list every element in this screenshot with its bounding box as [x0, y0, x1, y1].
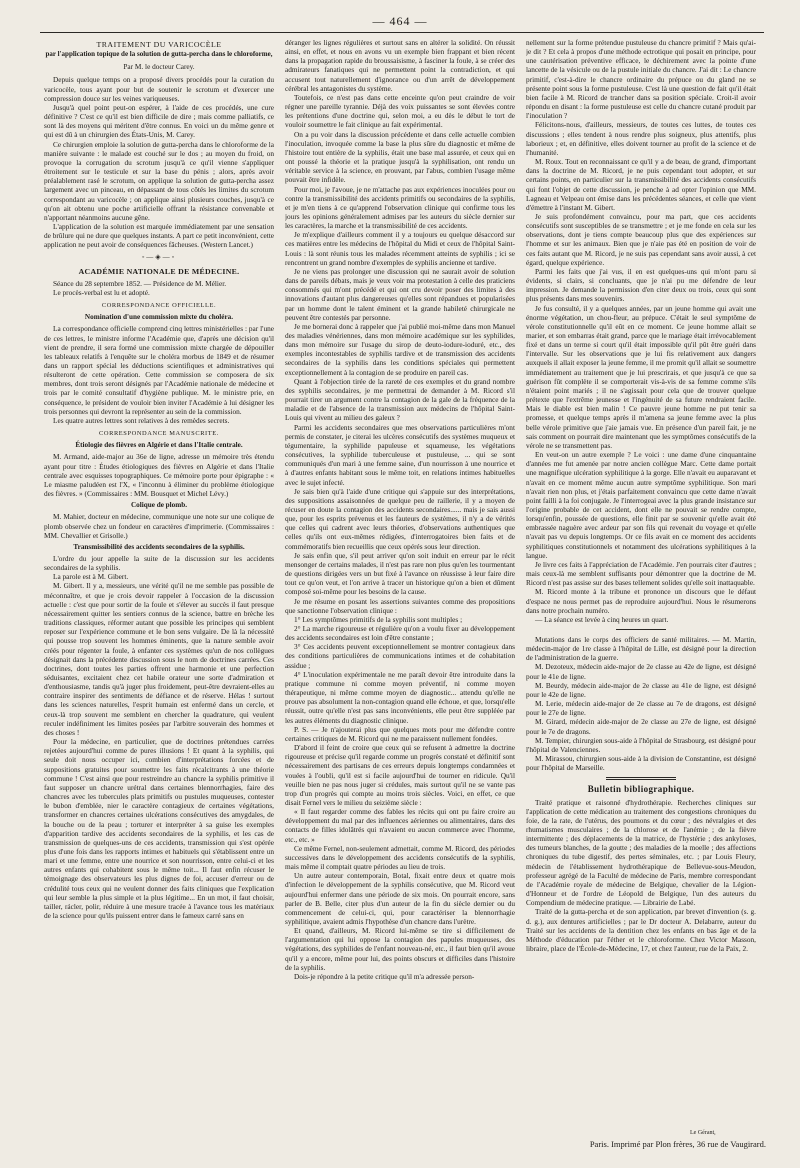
subsection-heading: CORRESPONDANCE OFFICIELLE.: [101, 302, 217, 310]
paragraph: Mutations dans le corps des officiers de santé militaires. — M. Martin, médecin-major de 1re classe à l'hôpital de Lille, est désigné pour la direction de l'administration de la guerre.: [526, 635, 756, 663]
paragraph: L'application de la solution est marquée immédiatement par une sensation de brûlure qui ne dure que quelques instants. A part ce petit inconvénient, cette application ne peut avoir de conséquences fâcheuses. (Western Lancet.): [44, 221, 274, 250]
paragraph: Je suis profondément convaincu, pour ma part, que ces accidents consécutifs sont susceptibles de se transmettre ; et je me fonde en cela sur les observations, dont je tiens compte beaucoup plus que des expériences sur l'homme et sur les animaux. Bien que je n'aie pas été en position de voir de ces faits autant que M. Ricord, je ne suis pas cependant sans avoir aussi, à cet égard, quelque expérience.: [526, 211, 756, 267]
paragraph: L'ordre du jour appelle la suite de la discussion sur les accidents secondaires de la syphilis.: [44, 553, 274, 573]
section-heading-academy: ACADÉMIE NATIONALE DE MÉDECINE.: [78, 266, 240, 276]
paragraph: M. Tempier, chirurgien sous-aide à l'hôpital de Strasbourg, est désigné pour l'hôpital de Valenciennes.: [526, 735, 756, 754]
subsection-title: Colique de plomb.: [130, 501, 188, 510]
paragraph: Ce chirurgien emploie la solution de gutta-percha dans le chloroforme de la manière suivante : le malade est couché sur le dos ; au moyen du froid, on provoque la corrugation du scrotum jusqu'à ce qu'il vienne s'appliquer étroitement sur le testicule et sur la base du pénis ; alors, après avoir préalablement rasé le scrotum, on applique la solution de gutta-percha assez largement avec un pinceau, en dépassant de tous côtés les limites du scrotum correspondant au varicocèle ; on applique ainsi plusieurs couches, jusqu'à ce qu'on ait obtenu une poche artificielle offrant la résistance convenable et n'apportant néanmoins aucune gêne.: [44, 139, 274, 222]
paragraph: Je fus consulté, il y a quelques années, par un jeune homme qui avait une énorme végétation, un chou-fleur, au prépuce. C'était le seul symptôme de vérole constitutionnelle qu'il eût en ce moment. Ce jeune homme allait se marier, et son embarras était grand, parce que le mariage était irrévocablement fixé et dans un terme si court qu'il était impossible qu'il pût être guéri dans l'intervalle. Sur les observations que je lui fis relativement aux dangers auxquels il allait exposer la jeune femme, il me promit qu'il allait se soumettre immédiatement au traitement que je lui prescrirais, et que jusqu'à ce que sa guérison fût complète il se comporterait vis-à-vis de sa femme comme s'ils n'étaient point mariés ; il ne s'agissait pour cela que de trouver quelque prétexte que l'extrême jeunesse et l'ingénuité de sa future rendraient facile. Mais le diable est bien malin ! Ce pauvre jeune homme ne put tenir sa promesse, et quelque temps après il m'amena sa jeune femme avec la plus belle vérole primitive que j'aie jamais vue. En présence d'un pareil fait, je ne sais comment on pourrait dire maintenant que les symptômes consécutifs de la vérole ne se transmettent pas.: [526, 303, 756, 450]
paragraph: Les quatre autres lettres sont relatives à des remèdes secrets.: [53, 415, 230, 425]
paragraph: 3° Ces accidents peuvent exceptionnellement se montrer contagieux dans des conditions particulières de communications intimes et de cohabitation assidue ;: [285, 642, 515, 670]
paragraph: déranger les lignes régulières et surtout sans en altérer la solidité. On réussit ainsi, en effet, et nous en avons vu un exemple bien frappant et bien récent dans la propagation rapide du broussaisisme, à fasciner la foule, à se créer des admirateurs fanatiques qui ne permettent point la contradiction, et qui accusent tout naturellement d'ignorance ou d'un arrêt de développement cérébral les antagonistes du système.: [285, 38, 515, 93]
paragraph: Je m'explique d'ailleurs comment il y a toujours eu quelque désaccord sur ces matières entre les médecins de l'hôpital du Midi et ceux de l'hôpital Saint-Louis : là sont réunis tous les malades récemment atteints de syphilis ; ici se rencontrent un grand nombre d'exemples de syphilis ancienne et tardive.: [285, 230, 515, 267]
paragraph: Je sais bien qu'à l'aide d'une critique qui s'appuie sur des interprétations, des suppositions assaisonnées de quelque peu de raillerie, il y a moyen de récuser en doute la contagion des accidents secondaires...... mais je sais aussi que, pour les esprits prévenus et les fauteurs de systèmes, il n'y a de vérités que celles qui cadrent avec leurs théories, d'observations authentiques que celles qu'ils ont eux-mêmes rédigées, d'interrogatoires bien faits et de commémoratifs bien recueillis que ceux opérés sous leur direction.: [285, 486, 515, 551]
printer-imprint: Paris. Imprimé par Plon frères, 36 rue de Vaugirard.: [589, 1139, 766, 1149]
paragraph: Je me bornerai donc à rappeler que j'ai publié moi-même dans mon Manuel des maladies vénériennes, dans mon mémoire académique sur les syphilides, dans mon mémoire sur l'usage du sirop de deuto-iodure-ioduré, etc., des exemples incontestables de syphilis tardive et de transmission des accidents secondaires de la syphilis dans les conditions spéciales qui permettent exceptionnellement à la contagion de se produire en pareil cas.: [285, 321, 515, 377]
paragraph: Séance du 28 septembre 1852. — Présidence de M. Mélier.: [53, 278, 227, 288]
paragraph: Traité de la gutta-percha et de son application, par brevet d'invention (s. g. d. g.), aux dentures artificielles ; par le Dr docteur A. Delabarre, auteur du Traité sur les accidents de la dentition chez les enfants en bas âge et de la Méthode d'éducation par l'éther et le chloroforme. Chez Victor Masson, libraire, place de l'École-de-Médecine, 17, et chez l'auteur, rue de la Paix, 2.: [526, 907, 756, 953]
paragraph: M. Ricord monte à la tribune et prononce un discours que le défaut d'espace ne nous permet pas de reproduire aujourd'hui. Nous le résumerons dans notre prochain numéro.: [526, 587, 756, 615]
paragraph: La parole est à M. Gibert.: [53, 572, 129, 582]
paragraph: « Il faut regarder comme des fables les récits qui ont pu faire croire au développement du mal par des influences aériennes ou alimentaires, dans des contacts de filles idolâtrés qui n'avaient eu aucun commerce avec l'homme, etc., etc. »: [285, 807, 515, 844]
paragraph: M. Girard, médecin aide-major de 2e classe au 27e de ligne, est désigné pour le 7e de dragons.: [526, 717, 756, 736]
paragraph: Je me résume en posant les assertions suivantes comme des propositions que sanctionne l'observation clinique :: [285, 596, 515, 615]
section-heading-bulletin: Bulletin bibliographique.: [587, 784, 695, 795]
paragraph: Quant à l'objection tirée de la rareté de ces exemples et du grand nombre des syphilis secondaires, je me permettrai de demander à M. Ricord s'il pourrait tirer un argument contre la contagion de la gale de la fréquence de la maladie et de l'absence de la transmission aux médecins de l'hôpital Saint-Louis qui vivent au milieu des galeux ?: [285, 376, 515, 423]
paragraph: M. Beurdy, médecin aide-major de 2e classe au 41e de ligne, est désigné pour le 42e de ligne.: [526, 680, 756, 699]
paragraph: M. Gibert. Il y a, messieurs, une vérité qu'il ne me semble pas possible de méconnaître, et que je crois devoir rappeler à l'occasion de la discussion actuelle : c'est que pour sortir de la foule et s'élever au succès il faut presque nécessairement quitter les sentiers connus de la science, battre en brèche les traditions classiques, réformer autant que possible les principes qui semblent reposer sur l'expérience commune et le bon sens vulgaire. De là la nécessité qui pousse trop souvent les hommes éminents, que la nature semble avoir créés pour régenter la foule, à enfanter ces systèmes qu'un de nos collègues désignait dans la précédente discussion sous le nom de doctrines carrées. Ces doctrines, dont toutes les parties offrent une harmonie et une perfection séduisantes, excitaient chez cet habile orateur une sorte d'admiration et d'enthousiasme, tandis qu'à juger plus froidement, peut-être devraient-elles au contraire inspirer des sentiments de défiance et de réserve. Hélas ! surtout dans les sciences naturelles, l'esprit humain est enfermé dans un cercle, et ceux-là trop souvent me semblent en chercher la quadrature, qui veulent reculer indéfiniment les limites posées par l'arbitre souverain des hommes et des choses !: [44, 581, 274, 737]
paragraph: Dois-je répondre à la petite critique qu'il m'a adressée person-: [294, 971, 475, 981]
gerant-label: Le Gérant,: [690, 1130, 716, 1136]
page-number: — 464 —: [372, 14, 428, 28]
paragraph: M. Roux. Tout en reconnaissant ce qu'il y a de beau, de grand, d'important dans la doctrine de M. Ricord, je ne puis cependant tout adopter, et sur certains points, en particulier sur la transmissibilité des accidents consécutifs qui font l'objet de cette discussion, je penche à ad opter l'opinion que MM. Lagneau et Velpeau ont émise dans les précédentes séances, et celle que vient d'émettre à l'instant M. Gibert.: [526, 157, 756, 212]
subsection-title: Transmissibilité des accidents secondaires de la syphilis.: [73, 542, 245, 551]
paragraph: Jusqu'à quel point peut-on espérer, à l'aide de ces procédés, une cure définitive ? C'est ce qu'il est bien difficile de dire ; mais comme palliatifs, ce sont là des moyens qui méritent d'être connus. En voici un du même genre et qui est dû à un chirurgien des États-Unis, M. Carey.: [44, 102, 274, 140]
divider-line: [616, 629, 666, 630]
divider-double-line: [606, 777, 676, 780]
paragraph: Je sais enfin que, s'il peut arriver qu'on soit induit en erreur par le récit mensonger de certains malades, il n'est pas rare non plus qu'en les tourmentant de questions dirigées vers un but fixé à l'avance on réussisse à leur faire dire tout ce qu'on veut, et l'on arrive à tracer un historique qu'on a bien et dûment composé soi-même pour les besoins de la cause.: [285, 550, 515, 597]
paragraph: Pour moi, je l'avoue, je ne m'attache pas aux expériences inoculées pour ou contre la transmissibilité des accidents primitifs ou secondaires de la syphilis, et je m'en tiens à ce qu'apprend l'observation clinique qui confirme tous les jours les opinions généralement admises par les auteurs du siècle dernier sur les caractères, la marche et la transmissibilité de ces accidents.: [285, 184, 515, 231]
paragraph: M. Lerie, médecin aide-major de 2e classe au 7e de dragons, est désigné pour le 27e de ligne.: [526, 699, 756, 718]
article-title: TRAITEMENT DU VARICOCÈLE: [96, 40, 222, 49]
ornament-divider: ◦—◈—◦: [141, 253, 177, 262]
paragraph: M. Mirassou, chirurgien sous-aide à la division de Constantine, est désigné pour l'hôpital de Marseille.: [526, 754, 756, 773]
paragraph: P. S. — Je n'ajouterai plus que quelques mots pour me défendre contre certaines critiques de M. Ricord qui ne me paraissent nullement fondées.: [285, 724, 515, 743]
paragraph: En veut-on un autre exemple ? Le voici : une dame d'une cinquantaine d'années me fut amenée par notre ancien collègue Marc. Cette dame portait une magnifique ulcération syphilitique à la gorge. Elle n'avait eu auparavant et n'avait en ce moment même aucun autre symptôme syphilitique. Son mari n'avait rien non plus, et j'étais parfaitement convaincu que cette dame n'avait point failli à la foi conjugale. Je l'interrogeai avec la plus grande insistance sur l'origine probable de cet accident, dont elle ne pouvait se rendre compte, lorsqu'enfin, poussée de questions, elle finit par se souvenir qu'elle avait été embrassée naguère avec ardeur par son fils qui revenait du voyage et qu'elle n'avait pas vu depuis longtemps. Or ce fils avait en ce moment des accidents syphilitiques constitutionnels et notamment des ulcérations syphilitiques à la langue.: [526, 450, 756, 560]
paragraph: La correspondance officielle comprend cinq lettres ministérielles : par l'une de ces lettres, le ministre informe l'Académie que, d'après une décision qu'il vient de prendre, il sera formé une commission mixte chargée de dépouiller les tableaux relatifs à l'enquête sur le choléra morbus de 1849 et de résumer dans un rapport spécial les déductions scientifiques et administratives qui résulteront de cette opération. Cette commission se composera de six membres, dont trois seront désignés par l'Académie nationale de médecine et trois par le comité consultatif d'hygiène publique. M. le ministre prie, en conséquence, le président de vouloir bien inviter l'Académie à lui désigner les trois personnes qui devront la représenter au sein de la commission.: [44, 324, 274, 416]
paragraph: Un autre auteur contemporain, Botal, fixait entre deux et quatre mois d'infection le développement de la syphilis consécutive, que M. Ricord veut aujourd'hui enfermer dans une période de six mois. On pourrait encore, sans parler de B. Belle, citer plus d'un auteur de la fin du siècle dernier ou du commencement de celui-ci, qui, pour caractériser la blennorrhagie syphilitique, avaient admis l'hypothèse d'un chancre dans l'urètre.: [285, 871, 515, 926]
column-1: [44, 38, 274, 1118]
paragraph: Et quand, d'ailleurs, M. Ricord lui-même se tire si difficilement de l'argumentation qui lui oppose la contagion des papules muqueuses, des végétations, des syphilides de l'enfant nouveau-né, etc., il faut bien qu'il avoue qu'il y a encore, même pour lui, des points obscurs et difficiles dans l'histoire de la syphilis.: [285, 926, 515, 972]
article-subtitle: par l'application topique de la solution de gutta-percha dans le chloroforme,: [45, 50, 273, 59]
paragraph: Depuis quelque temps on a proposé divers procédés pour la curation du varicocèle, tous ayant pour but de soutenir le scrotum et d'exercer une compression douce sur les veines variqueuses.: [44, 75, 274, 103]
paragraph: M. Dezoteux, médecin aide-major de 2e classe au 42e de ligne, est désigné pour le 41e de ligne.: [526, 662, 756, 681]
subsection-title: Étiologie des fièvres en Algérie et dans l'Italie centrale.: [75, 441, 243, 450]
article-author: Par M. le docteur Carey.: [123, 62, 195, 72]
paragraph: Pour la médecine, en particulier, que de doctrines prétendues carrées rejetées aujourd'hui comme de pures illusions ! Et quant à la syphilis, qui seule doit nous occuper ici, combien d'interprétations forcées et de suppositions gratuites pour soumettre les faits récalcitrants à une théorie commune ! C'est ainsi que pour restreindre au chancre la syphilis primitive il faut supposer un chancre urétral dans certaines blennorrhagies, faire des chancres avec les tubercules plats primitifs ou pustules muqueuses, contester le bubon d'emblée, nier le caractère contagieux de certaines végétations, transformer en chancres certaines ulcérations consécutives des amygdales, de la bouche ou de la peau ; torturer et interpréter à sa guise les exemples d'apparition tardive des accidents secondaires de la syphilis, et les cas de transmission de quelques-uns de ces accidents, transmission qui s'est opérée plus d'une fois dans les rapports intimes et habituels qui s'établissent entre un mari et une femme, entre une nourrice et son nourrisson, entre celui-ci et les autres enfants qui cohabitent sous le même toit... Il faut enfin récuser le témoignage des observateurs les plus dignes de foi, accuser d'erreur ou de crédulité tous ceux qui ne veulent donner des faits cliniques que l'explication qui leur semble la plus simple et la plus légitime... En un mot, il faut choisir, tailler, rácler, polir, réduire à une mesure tracée à l'avance tous les matériaux de la science pour qu'ils puissent entrer dans le fameux carré sans en: [44, 737, 274, 921]
paragraph: M. Mahier, docteur en médecine, communique une note sur une colique de plomb observée chez un fondeur en caractères d'imprimerie. (Commissaires : MM. Chevallier et Grisolle.): [44, 512, 274, 540]
paragraph: nellement sur la forme prétendue pustuleuse du chancre primitif ? Mais qu'ai-je dit ? Et cela à propos d'une méthode ectrotique qui posait en principe, pour une cautérisation préventive efficace, le déchirement avec la pointe d'une lancette de la vésicule ou de la pustule initiale du chancre. J'ai dit : Le chancre primitif, c'est-à-dire le chancre ordinaire du prépuce ou du gland ne se présente point sous la forme pustuleuse. C'est là une question de fait qu'il était bien facile à M. Ricord de trancher dans sa position spéciale. Croit-il avoir répondu en disant : la forme pustuleuse est celle du chancre cutané produit par l'inoculation ?: [526, 38, 756, 121]
paragraph: Parmi les faits que j'ai vus, il en est quelques-uns qui m'ont paru si évidents, si clairs, si concluants, que je n'ai pu me défendre de leur impression. Je demande la permission d'en citer deux ou trois, ceux qui sont plus présents dans mes souvenirs.: [526, 266, 756, 304]
paragraph: Félicitons-nous, d'ailleurs, messieurs, de toutes ces luttes, de toutes ces discussions ; elles tendent à nous rendre plus soigneux, plus attentifs, plus laborieux ; et, en définitive, elles doivent tourner au profit de la science et de l'humanité.: [526, 120, 756, 157]
paragraph: D'abord il feint de croire que ceux qui se refusent à admettre la doctrine rigoureuse et précise qu'il regarde comme un progrès constaté et définitif sont nécessairement des partisans de ces erreurs depuis longtemps condamnées et vouées à l'oubli, qu'il est si facile aujourd'hui de tourner en ridicule. Qu'il veuille bien ne pas nous juger si crédules, mais surtout qu'il ne se vante pas trop d'un progrès qui compte au moins trois siècles. Voici, en effet, ce que disait Fernel vers le milieu du seizième siècle :: [285, 743, 515, 807]
paragraph: Ce même Fernel, non-seulement admettait, comme M. Ricord, des périodes successives dans le développement des accidents consécutifs de la syphilis, mais même il comptait quatre périodes au lieu de trois.: [285, 843, 515, 872]
subsection-heading: CORRESPONDANCE MANUSCRITE.: [99, 430, 219, 438]
top-rule: [40, 32, 764, 33]
paragraph: Toutefois, ce n'est pas dans cette enceinte qu'on peut craindre de voir régner une pareille tyrannie. Déjà des voix puissantes se sont élevées contre les prétentions d'une doctrine qui, selon moi, a eu dès le début le tort de vouloir soumettre le fait clinique au fait expérimental.: [285, 92, 515, 130]
paragraph: On a pu voir dans la discussion précédente et dans celle actuelle combien l'inoculation, invoquée comme la base la plus sûre du diagnostic et même de l'histoire tout entière de la syphilis, était une base mal assurée, et ceux qui en ont poussé la théorie et la pratique jusqu'à la syphilisation, ont rendu un véritable service à la science, en prouvant, par l'abus, combien l'usage même pouvait être infidèle.: [285, 129, 515, 185]
paragraph: M. Armand, aide-major au 36e de ligne, adresse un mémoire très étendu ayant pour titre : Études étiologiques des fièvres en Algérie et dans l'Italie centrale avec esquisses topographiques. Ce mémoire porte pour épigraphe : « Le miasme paludéen est l'X, « l'inconnu à éliminer du problème étiologique des fièvres. » (Commissaires : MM. Bousquet et Michel Lévy.): [44, 452, 274, 499]
paragraph: 4° L'inoculation expérimentale ne me paraît devoir être introduite dans la pratique commune ni comme moyen préventif, ni comme moyen thérapeutique, ni même comme moyen de diagnostic... attendu qu'elle ne prouve pas absolument la non-contagion quand elle échoue, et que, lorsqu'elle réussit, outre qu'elle n'est pas sans inconvénients, elle peut être suppléée par les autres éléments du diagnostic clinique.: [285, 669, 515, 725]
paragraph: — La séance est levée à cinq heures un quart.: [535, 614, 669, 624]
paragraph: 2° La marche rigoureuse et régulière qu'on a voulu fixer au développement des accidents secondaires est loin d'être constante ;: [285, 624, 515, 643]
paragraph: Je ne viens pas prolonger une discussion qui ne saurait avoir de solution dans de pareils débats, mais je veux voir ma protestation à celle des praticiens consommés qui m'ont précédé et qui ont cru devoir poser des limites à des innovations d'autant plus dangereuses qu'elles sont répandues et popularisées par un homme dont le talent éminent et la grande habileté chirurgicale ne peuvent être contestés par personne.: [285, 266, 515, 322]
column-3: [526, 38, 756, 1118]
column-2: [285, 38, 515, 1118]
paragraph: Je livre ces faits à l'appréciation de l'Académie. J'en pourrais citer d'autres ; mais ceux-là me semblent suffisants pour démontrer que la doctrine de M. Ricord n'est pas assise sur des bases tellement solides qu'elle soit inattaquable.: [526, 559, 756, 588]
paragraph: Parmi les accidents secondaires que mes observations particulières m'ont permis de constater, je citerai les ulcères consécutifs des systèmes muqueux et tégumentaire, la syphilide papuleuse et squameuse, les végétations consécutives, la syphilide tuberculeuse et pustuleuse, ... qui se sont communiqués d'un mari à une femme saine, d'un nourrisson à une nourrice et à d'autres enfants habitant sous le même toit, en relations intimes habituelles avec le sujet infecté.: [285, 422, 515, 487]
paragraph: Traité pratique et raisonné d'hydrothérapie. Recherches cliniques sur l'application de cette médication au traitement des congestions chroniques du foie, de la rate, de l'utérus, des poumons et du cœur ; des névralgies et des rhumatismes musculaires ; de la chlorose et de l'anémie ; de la fièvre intermittente ; des déplacements de la matrice, de l'hystérie ; des ankyloses, des tumeurs blanches, de la goutte ; des maladies de la moelle ; des affections chroniques du tube digestif, des pertes séminales, etc. ; par Louis Fleury, médecin de l'établissement hydrothérapique de Bellevue-sous-Meudon, professeur agrégé de la Faculté de médecine de Paris, membre correspondant de l'Académie royale de médecine de Belgique, chevalier de la Légion-d'Honneur et de l'ordre de Léopold de Belgique, l'un des auteurs du Compendium de médecine pratique. — Librairie de Labé.: [526, 797, 756, 908]
paragraph: 1° Les symptômes primitifs de la syphilis sont multiples ;: [294, 614, 463, 624]
subsection-title: Nomination d'une commission mixte du choléra.: [84, 313, 234, 322]
paragraph: Le procès-verbal est lu et adopté.: [53, 287, 150, 297]
